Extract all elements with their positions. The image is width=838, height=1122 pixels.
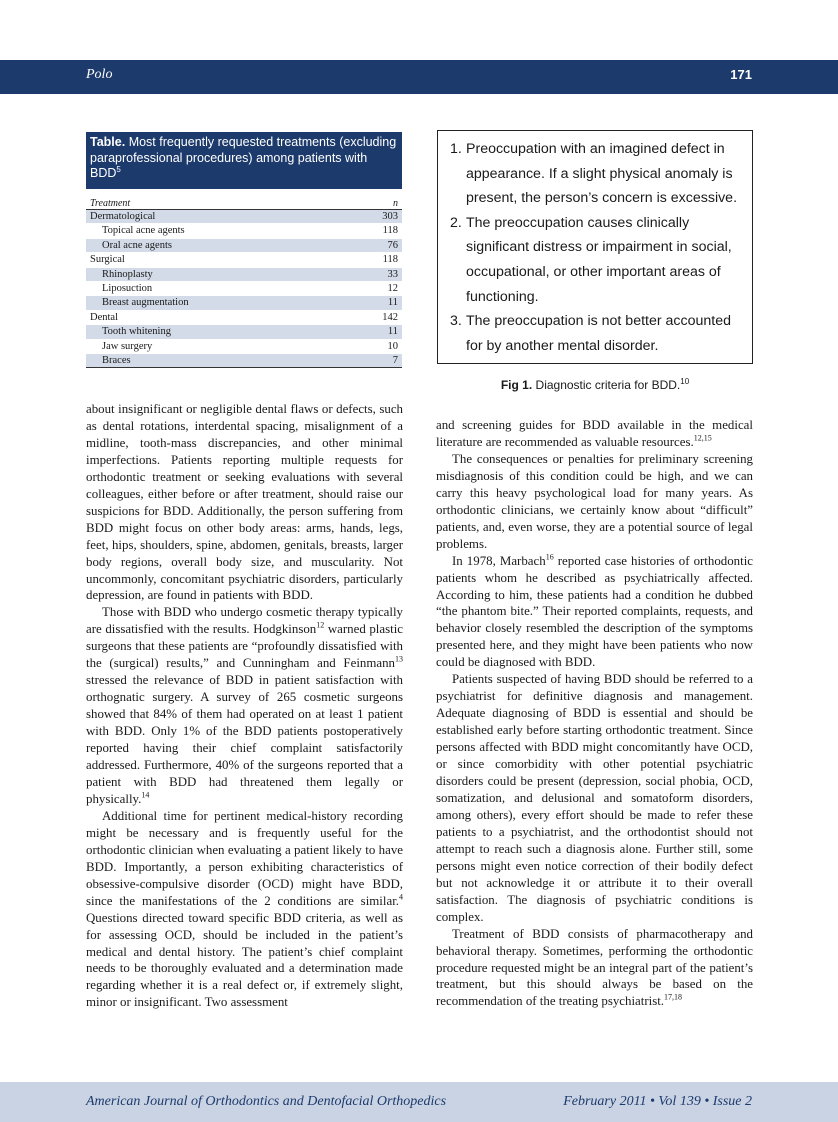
table-cell-n: 11 — [387, 297, 398, 309]
table-row — [86, 282, 402, 296]
table-cell-n: 118 — [382, 254, 398, 266]
issue-info: February 2011 • Vol 139 • Issue 2 — [563, 1094, 752, 1109]
table-header-row — [86, 197, 402, 210]
paragraph-text: warned plastic surgeons that these patients are “profoundly dissatisfied with the (surgical) results,” and Cunningham and Feinmann — [86, 622, 404, 671]
table-cell-n: 11 — [387, 326, 398, 338]
criteria-text: The preoccupation causes clinically significant distress or impairment in social, occupational, or other important areas of functioning. — [466, 214, 732, 305]
table-cell-treatment: Dental — [90, 311, 118, 323]
table-cell-treatment: Rhinoplasty — [102, 268, 153, 280]
criteria-number: 2. — [450, 214, 462, 231]
criteria-item — [450, 211, 742, 309]
table-cell-treatment: Liposuction — [102, 282, 153, 294]
diagnostic-criteria-box — [437, 130, 753, 364]
criteria-number: 1. — [450, 141, 462, 157]
table-row — [86, 340, 402, 354]
body-column-left — [86, 401, 403, 1011]
running-footer — [0, 1082, 838, 1122]
table-caption-text: Most frequently requested treatments (excluding paraprofessional procedures) among patients with BDD — [90, 135, 397, 180]
paragraph — [436, 926, 753, 1011]
citation-ref: 12,15 — [693, 433, 712, 443]
table-cell-treatment: Braces — [102, 354, 131, 366]
table-cell-treatment: Tooth whitening — [102, 326, 171, 338]
paragraph: Patients suspected of having BDD should be referred to a psychiatrist for definitive diagnosis and management. Adequate diagnosing of BDD is essential and should be established early before starting orthodontic treatment. Since persons affected with BDD might concomitantly have OCD, or since comorbidity with other potential psychiatric disorders could be present (depression, social phobia, OCD, somatization, and delusional and somatoform disorders, among others), every effort should be made to refer these patients to a psychiatrist, and the orthodontist should not attempt to reach such a diagnosis alone. Further still, some persons might even notice correction of their bodily defect but not acknowledge it or attribute it to their overall satisfaction. The diagnosis of psychiatric conditions is complex. — [436, 672, 753, 924]
treatments-table — [86, 132, 402, 368]
paragraph-text: Additional time for pertinent medical-history recording might be necessary and is frequently useful for the orthodontic clinician when evaluating a patient likely to have BDD. Importantly, a person exhibiting characteristics of obsessive-compulsive disorder (OCD) might have BDD, since the manifestations of the 2 conditions are similar. — [86, 808, 403, 908]
table-caption — [86, 132, 402, 189]
citation-ref: 16 — [545, 552, 554, 562]
paragraph-text: Treatment of BDD consists of pharmacotherapy and behavioral therapy. Sometimes, performing the orthodontic procedure requested might be an integral part of the patient’s treatment, but this should always be based on the recommendation of the treating psychiatrist. — [436, 926, 753, 1009]
criteria-item — [450, 309, 742, 358]
paragraph — [86, 604, 403, 807]
paragraph-text: reported case histories of orthodontic patients whom he described as psychiatrically affected. According to him, these patients had a condition he dubbed “the phantom bite.” Their reported complaints, requests, and behavior closely resembled the description of the symptoms presented here, and they might have been patients who now could be diagnosed with BDD. — [436, 553, 753, 670]
table-cell-n: 10 — [387, 340, 398, 352]
criteria-text: Preoccupation with an imagined defect in appearance. If a slight physical anomaly is present, the person’s concern is excessive. — [466, 141, 738, 207]
criteria-text: The preoccupation is not better accounted for by another mental disorder. — [466, 313, 732, 354]
paragraph-text: In 1978, Marbach — [452, 553, 546, 568]
running-head-author: Polo — [86, 67, 113, 82]
figure-caption-text: Diagnostic criteria for BDD. — [535, 378, 681, 392]
paragraph-text: and screening guides for BDD available in the medical literature are recommended as valuable resources. — [436, 418, 753, 449]
table-cell-n: 118 — [382, 225, 398, 237]
paragraph-text: Questions directed toward specific BDD criteria, as well as for assessing OCD, should be included in the patient’s medical and dental history. The patient’s chief complaint needs to be thoroughly evaluated and a determination made regarding whether it is a real defect or, if extremely slight, minor or insignificant. Two assessment — [86, 910, 403, 1010]
criteria-number: 3. — [450, 313, 462, 330]
table-cell-n: 33 — [387, 268, 398, 280]
col-header-n: n — [393, 198, 398, 209]
paragraph: The consequences or penalties for preliminary screening misdiagnosis of this condition could be high, and we can carry this heavy psychological load for many years. As orthodontic clinicians, we certainly know about “difficult” patients, and, even worse, they are a potential source of legal problems. — [436, 451, 753, 551]
table-cell-treatment: Breast augmentation — [102, 297, 189, 309]
paragraph-text: stressed the relevance of BDD in patient satisfaction with orthognatic surgery. A survey of 265 cosmetic surgeons showed that 84% of them had operated on at least 1 patient with BDD. Only 1% of the BDD patients postoperatively reported having their chief complaint satisfactorily addressed. Furthermore, 40% of the surgeons reported that a patient with BDD had threatened them legally or physically. — [86, 673, 403, 806]
criteria-item — [450, 137, 742, 211]
paragraph — [436, 417, 753, 451]
citation-ref: 12 — [316, 621, 325, 631]
table-row — [86, 224, 402, 238]
table-row — [86, 296, 402, 310]
table-row — [86, 354, 402, 368]
figure-label: Fig 1. — [500, 378, 533, 392]
running-header — [0, 60, 838, 94]
citation-ref: 17,18 — [664, 993, 683, 1003]
figure-caption — [437, 378, 753, 392]
table-row — [86, 210, 402, 224]
table-cell-treatment: Topical acne agents — [102, 225, 185, 237]
journal-title: American Journal of Orthodontics and Dentofacial Orthopedics — [86, 1094, 447, 1109]
table-row — [86, 311, 402, 325]
table-caption-ref: 5 — [116, 164, 121, 174]
table-cell-n: 7 — [392, 354, 398, 366]
table-cell-n: 76 — [387, 239, 398, 251]
table-cell-treatment: Dermatological — [90, 211, 156, 222]
table-cell-treatment: Jaw surgery — [102, 340, 153, 352]
table-cell-treatment: Surgical — [90, 254, 125, 266]
body-column-right — [436, 417, 753, 1010]
table-row — [86, 325, 402, 339]
table-cell-n: 303 — [382, 211, 398, 222]
table-row — [86, 253, 402, 267]
table-cell-n: 12 — [387, 282, 398, 294]
table-cell-n: 142 — [382, 311, 398, 323]
paragraph — [86, 808, 403, 1011]
table-row — [86, 268, 402, 282]
table-label: Table. — [90, 135, 126, 149]
table-row — [86, 239, 402, 253]
citation-ref: 13 — [395, 655, 403, 664]
paragraph-text: Those with BDD who undergo cosmetic therapy typically are dissatisfied with the results. Hodgkinson — [86, 605, 403, 637]
paragraph: about insignificant or negligible dental flaws or defects, such as dental rotations, interdental spacing, misalignment of a midline, tooth-mass discrepancies, and other minimal imperfections. Patients reporting multiple requests for orthodontic treatment or seeking evaluations with several colleagues, either before or after treatment, should raise our suspicions for BDD. Additionally, the person suffering from BDD might focus on other body areas: arms, hands, legs, feet, hips, shoulders, spine, abdomen, genitals, breasts, larger body regions, overall body size, and muscularity. Not uncommonly, concomitant psychiatric disorders, particularly depression, are found in patients with BDD. — [86, 402, 403, 603]
citation-ref: 4 — [399, 892, 403, 902]
col-header-treatment: Treatment — [90, 198, 131, 209]
paragraph — [436, 553, 753, 672]
table-cell-treatment: Oral acne agents — [102, 239, 172, 251]
page-number: 171 — [730, 67, 752, 82]
citation-ref: 14 — [141, 790, 150, 800]
figure-caption-ref: 10 — [680, 377, 690, 386]
